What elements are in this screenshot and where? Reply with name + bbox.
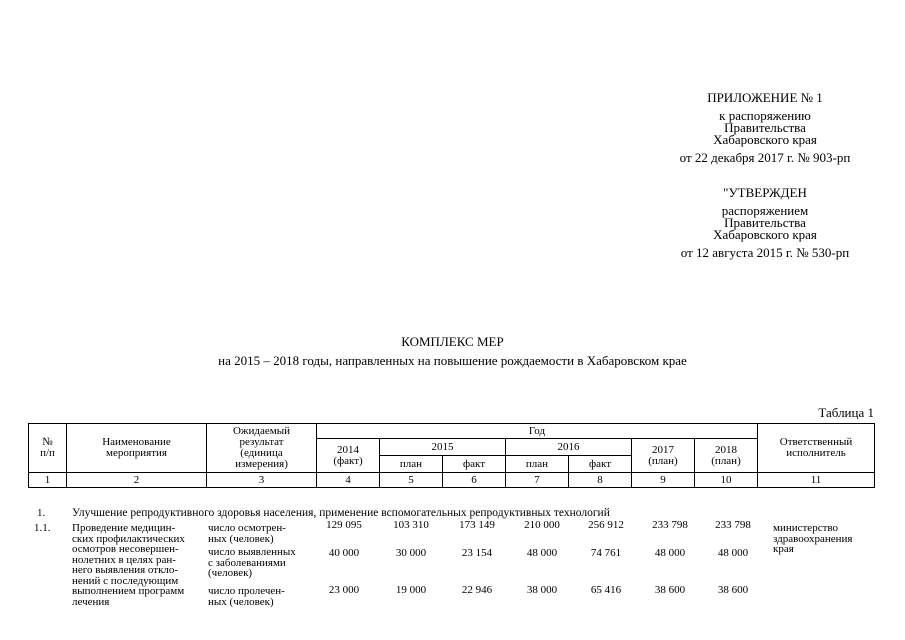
col-header-2014: 2014 (факт) <box>317 439 380 473</box>
header-table <box>28 423 875 488</box>
col-number: 1 <box>29 473 67 488</box>
col-number: 6 <box>443 473 506 488</box>
col-number: 11 <box>758 473 875 488</box>
col-header-2016-plan: план <box>506 456 569 473</box>
col-header-2016-fact: факт <box>569 456 632 473</box>
col-number: 3 <box>207 473 317 488</box>
col-number: 9 <box>632 473 695 488</box>
col-number: 2 <box>67 473 207 488</box>
appendix-line3: Хабаровского края <box>713 132 817 147</box>
value-2017: 38 600 <box>654 584 686 596</box>
approved-line3: Хабаровского края <box>713 227 817 242</box>
value-2015-fact: 22 946 <box>461 584 493 596</box>
value-2016-fact: 256 912 <box>588 519 624 531</box>
appendix-title: ПРИЛОЖЕНИЕ № 1 <box>707 90 823 105</box>
result-label: число осмотрен- ных (человек) <box>208 522 286 545</box>
value-2016-fact: 65 416 <box>590 584 622 596</box>
result-label: число пролечен- ных (человек) <box>208 585 285 608</box>
col-header-2015: 2015 <box>380 439 506 456</box>
value-2014: 23 000 <box>328 584 360 596</box>
appendix-line2: Правительства <box>724 120 806 135</box>
approved-line1: распоряжением <box>721 203 809 218</box>
column-number-row <box>29 473 875 488</box>
col-header-2015-plan: план <box>380 456 443 473</box>
col-header-name: Наименование мероприятия <box>67 424 207 473</box>
value-2018: 233 798 <box>715 519 751 531</box>
col-header-2018: 2018 (план) <box>695 439 758 473</box>
item-executor: министерство здравоохранения края <box>773 522 853 555</box>
value-2016-plan: 48 000 <box>526 547 558 559</box>
col-number: 5 <box>380 473 443 488</box>
col-header-num: № п/п <box>29 424 67 473</box>
appendix-date: от 22 декабря 2017 г. № 903-рп <box>679 150 851 165</box>
doc-subtitle: на 2015 – 2018 годы, направленных на повышение рождаемости в Хабаровском крае <box>218 353 687 368</box>
value-2014: 129 095 <box>326 519 362 531</box>
section-title: Улучшение репродуктивного здоровья населения, применение вспомогательных репродуктивных технологий <box>72 507 610 519</box>
col-header-2017: 2017 (план) <box>632 439 695 473</box>
value-2016-plan: 38 000 <box>526 584 558 596</box>
value-2015-fact: 173 149 <box>459 519 495 531</box>
appendix-line1: к распоряжению <box>719 108 811 123</box>
item-name: Проведение медицин- ских профилактических осмотров несовершен- нолетних в целях ран- него выявления откло- нений с последующим выполнением программ лечения <box>72 522 185 608</box>
value-2014: 40 000 <box>328 547 360 559</box>
value-2018: 48 000 <box>717 547 749 559</box>
approved-date: от 12 августа 2015 г. № 530-рп <box>680 245 850 260</box>
value-2015-plan: 19 000 <box>395 584 427 596</box>
approved-line2: Правительства <box>724 215 806 230</box>
approved-title: "УТВЕРЖДЕН <box>723 185 807 200</box>
value-2018: 38 600 <box>717 584 749 596</box>
result-label: число выявленных с заболеваниями (человек) <box>208 546 296 579</box>
section-num: 1. <box>37 507 46 519</box>
value-2016-fact: 74 761 <box>590 547 622 559</box>
col-header-2015-fact: факт <box>443 456 506 473</box>
col-number: 4 <box>317 473 380 488</box>
col-header-executor: Ответственный исполнитель <box>758 424 875 473</box>
col-header-2016: 2016 <box>506 439 632 456</box>
appendix-block <box>660 92 870 164</box>
col-number: 8 <box>569 473 632 488</box>
value-2015-fact: 23 154 <box>461 547 493 559</box>
item-num: 1.1. <box>34 522 51 534</box>
col-number: 10 <box>695 473 758 488</box>
col-number: 7 <box>506 473 569 488</box>
value-2017: 48 000 <box>654 547 686 559</box>
value-2015-plan: 103 310 <box>393 519 429 531</box>
col-header-year: Год <box>317 424 758 439</box>
value-2015-plan: 30 000 <box>395 547 427 559</box>
table-label: Таблица 1 <box>818 405 874 420</box>
col-header-result: Ожидаемый результат (единица измерения) <box>207 424 317 473</box>
value-2016-plan: 210 000 <box>524 519 560 531</box>
value-2017: 233 798 <box>652 519 688 531</box>
approved-block <box>660 187 870 259</box>
doc-title: КОМПЛЕКС МЕР <box>401 334 504 349</box>
